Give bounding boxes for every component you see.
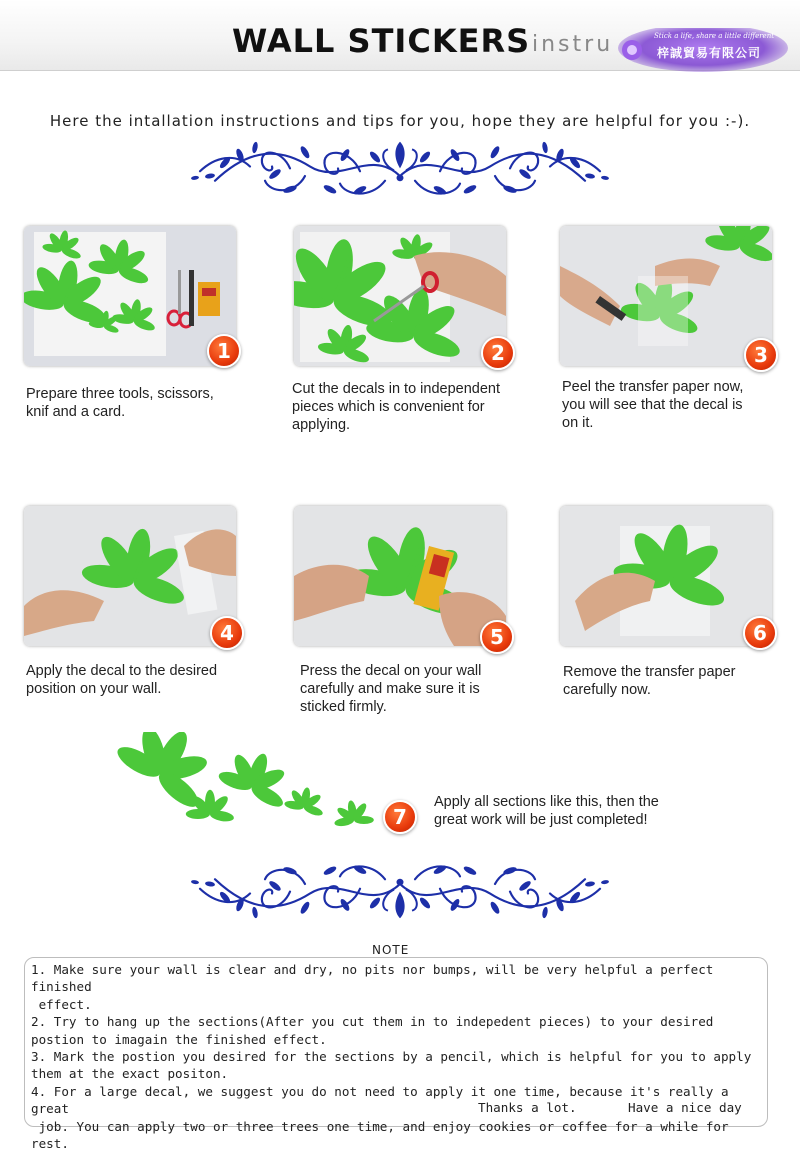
step-1-caption: Prepare three tools, scissors, knif and a card. <box>26 386 214 420</box>
step-2-caption: Cut the decals in to independent pieces which is convenient for applying. <box>292 381 500 433</box>
ornament-divider-bottom <box>180 850 620 920</box>
step-3-photo <box>560 226 772 366</box>
step-1-badge: 1 <box>207 334 241 368</box>
note-item: 2. Try to hang up the sections(After you cut them in to indepedent pieces) to your desired postion to imagain the finished effect. <box>31 1014 714 1047</box>
step-7-badge: 7 <box>383 800 417 834</box>
step-2-badge: 2 <box>481 336 515 370</box>
step-7-caption: Apply all sections like this, then the great work will be just completed! <box>434 794 659 828</box>
logo-company-name: 梓誠貿易有限公司 <box>657 46 762 60</box>
page-title: WALL STICKERS <box>232 22 531 60</box>
step-6-caption: Remove the transfer paper carefully now. <box>563 664 736 698</box>
step-5-caption: Press the decal on your wall carefully and make sure it is sticked firmly. <box>300 663 482 715</box>
finished-decals-illustration <box>112 732 382 842</box>
intro-text: Here the intallation instructions and tips for you, hope they are helpful for you :-). <box>49 112 751 130</box>
note-item: 1. Make sure your wall is clear and dry, no pits nor bumps, will be very helpful a perfect finished effect. <box>31 962 714 1012</box>
step-1-photo <box>24 226 236 366</box>
step-2-photo <box>294 226 506 366</box>
ornament-divider-top <box>180 140 620 200</box>
logo-slogan: Stick a life, share a little different <box>654 32 775 40</box>
step-6-photo <box>560 506 772 646</box>
step-4-caption: Apply the decal to the desired position on your wall. <box>26 663 218 697</box>
step-4-badge: 4 <box>210 616 244 650</box>
header-bar <box>0 0 800 71</box>
step-4-photo <box>24 506 236 646</box>
step-6-badge: 6 <box>743 616 777 650</box>
step-5-badge: 5 <box>480 620 514 654</box>
note-list <box>31 961 766 1152</box>
step-3-caption: Peel the transfer paper now, you will see that the decal is on it. <box>562 379 744 431</box>
note-thanks: Thanks a lot. <box>478 1100 577 1115</box>
note-item: 4. For a large decal, we suggest you do not need to apply it one time, because it's really a great job. You can apply two or three trees one time, and enjoy cookies or coffee for a while for rest. <box>31 1083 729 1152</box>
note-title: NOTE <box>356 943 425 957</box>
note-item: 3. Mark the postion you desired for the sections by a pencil, which is helpful for you to apply them at the exact positon. <box>31 1049 752 1082</box>
step-5-photo <box>294 506 506 646</box>
step-3-badge: 3 <box>744 338 778 372</box>
page-subtitle: instru <box>532 32 614 57</box>
note-wish: Have a nice day <box>628 1100 742 1115</box>
